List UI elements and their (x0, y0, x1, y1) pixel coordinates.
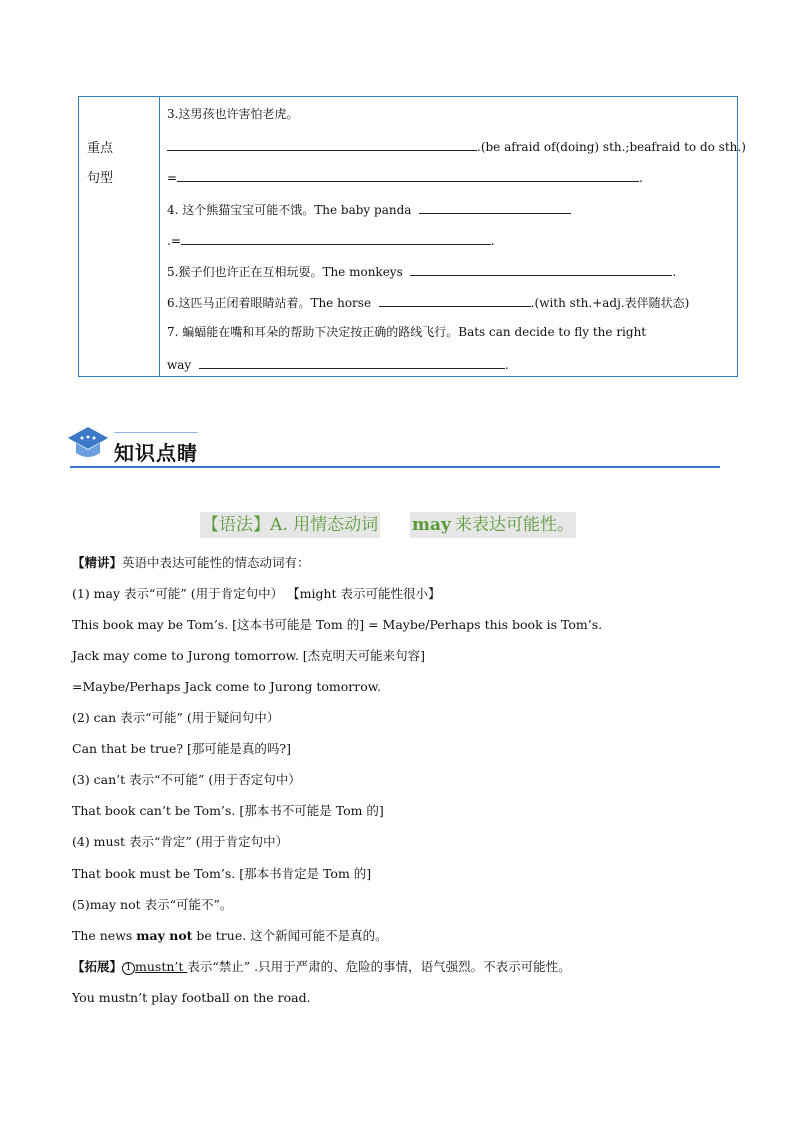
item-3-answer: .(be afraid of(doing) sth.;beafraid to do sth.) (167, 138, 746, 154)
extension-line: 【拓展】 1 mustn’t 表示“禁止” .只用于严肃的、危险的事情，语气强烈。不表示可能性。 (72, 959, 571, 974)
rule-5: (5)may not 表示“可能不”。 (72, 897, 233, 912)
item-7-prompt: 7. 蝙蝠能在嘴和耳朵的帮助下决定按正确的路线飞行。Bats can decide to fly the right (167, 325, 647, 339)
item-3-prompt: 3.这男孩也许害怕老虎。 (167, 107, 299, 121)
rule-4: (4) must 表示“肯定” (用于肯定句中） (72, 834, 289, 849)
item-5-prompt: 5.猴子们也许正在互相玩耍。The monkeys . (167, 265, 677, 279)
rule-2: (2) can 表示“可能” (用于疑问句中） (72, 710, 280, 725)
answer-blank[interactable] (177, 169, 639, 182)
answer-blank[interactable] (181, 232, 491, 245)
example-4: That book must be Tom’s. [那本书肯定是 Tom 的] (72, 866, 372, 881)
item-4-equivalent: .= . (167, 234, 495, 248)
intro-line: 【精讲】英语中表达可能性的情态动词有： (72, 555, 310, 570)
tag-label: 【拓展】 (72, 959, 123, 974)
extension-example: You mustn’t play football on the road. (72, 990, 311, 1005)
grammar-heading-part1: 【语法】A. 用情态动词 (200, 512, 380, 538)
key-sentences-table (78, 96, 746, 377)
section-title: 知识点睛 (114, 441, 198, 465)
answer-blank[interactable] (167, 138, 477, 151)
example-1a: This book may be Tom’s. [这本书可能是 Tom 的] = Maybe/Perhaps this book is Tom’s. (72, 617, 603, 632)
circled-number: 1 (122, 962, 135, 975)
example-1b-equivalent: =Maybe/Perhaps Jack come to Jurong tomorrow. (72, 679, 381, 694)
item-6-prompt: 6.这匹马正闭着眼睛站着。The horse .(with sth.+adj.表伴随状态) (167, 296, 690, 310)
rule-3: (3) can’t 表示“不可能” (用于否定句中） (72, 772, 301, 787)
item-7-answer: way . (167, 358, 509, 372)
example-1b: Jack may come to Jurong tomorrow. [杰克明天可能来句容] (72, 648, 426, 663)
grammar-heading-part3: 来表达可能性。 (453, 512, 576, 538)
tag-label: 【精讲】 (72, 555, 123, 570)
answer-blank[interactable] (379, 294, 531, 307)
section-title-topline (114, 432, 198, 433)
answer-blank[interactable] (419, 201, 571, 214)
example-3: That book can’t be Tom’s. [那本书不可能是 Tom 的] (72, 803, 384, 818)
table-header-line1: 重点 (87, 141, 114, 156)
rule-1: (1) may 表示“可能” (用于肯定句中） 【might 表示可能性很小】 (72, 586, 441, 601)
grammar-heading-part2: may (410, 512, 453, 538)
example-2: Can that be true? [那可能是真的吗?] (72, 741, 292, 756)
graduation-cap-icon (66, 425, 110, 465)
answer-blank[interactable] (199, 356, 505, 369)
item-3-equivalent: = . (167, 171, 643, 185)
table-header-line2: 句型 (87, 171, 114, 186)
table-divider (159, 97, 160, 376)
section-underline (70, 466, 720, 468)
example-5: The news may not be true. 这个新闻可能不是真的。 (72, 928, 388, 943)
answer-blank[interactable] (410, 263, 672, 276)
item-4-prompt: 4. 这个熊猫宝宝可能不饿。The baby panda (167, 201, 571, 217)
